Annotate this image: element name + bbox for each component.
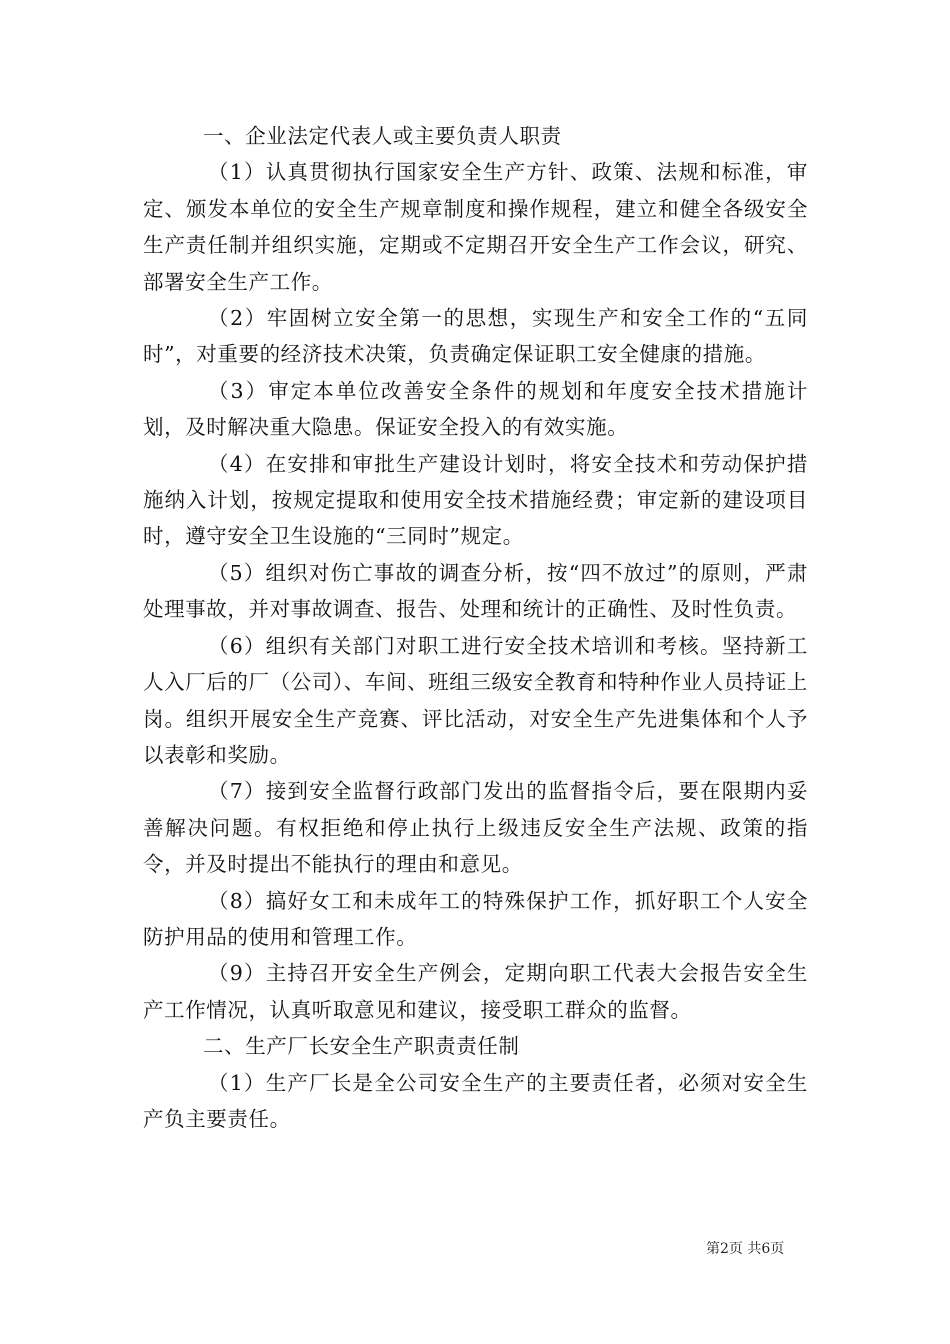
section-heading-2: 二、生产厂长安全生产职责责任制 bbox=[203, 1034, 520, 1059]
paragraph-item-5: （5）组织对伤亡事故的调查分析，按“四不放过”的原则，严肃处理事故，并对事故调查、报告、处理和统计的正确性、及时性负责。 bbox=[143, 560, 808, 622]
paragraph-item-6: （6）组织有关部门对职工进行安全技术培训和考核。坚持新工人入厂后的厂（公司）、车间、班组三级安全教育和特种作业人员持证上岗。组织开展安全生产竞赛、评比活动，对安全生产先进集体和个人予以表彰和奖励。 bbox=[143, 633, 808, 767]
document-body bbox=[143, 118, 808, 1137]
paragraph-item-4: （4）在安排和审批生产建设计划时，将安全技术和劳动保护措施纳入计划，按规定提取和使用安全技术措施经费；审定新的建设项目时，遵守安全卫生设施的“三同时”规定。 bbox=[143, 451, 808, 549]
paragraph-item-1: （1）认真贯彻执行国家安全生产方针、政策、法规和标准，审定、颁发本单位的安全生产规章制度和操作规程，建立和健全各级安全生产责任制并组织实施，定期或不定期召开安全生产工作会议，研究、部署安全生产工作。 bbox=[143, 160, 808, 294]
section-heading-1: 一、企业法定代表人或主要负责人职责 bbox=[203, 124, 562, 148]
page-number-footer: 第2页 共6页 bbox=[706, 1241, 785, 1257]
paragraph-item-10: （1）生产厂长是全公司安全生产的主要责任者，必须对安全生产负主要责任。 bbox=[143, 1070, 808, 1131]
paragraph-item-7: （7）接到安全监督行政部门发出的监督指令后，要在限期内妥善解决问题。有权拒绝和停止执行上级违反安全生产法规、政策的指令，并及时提出不能执行的理由和意见。 bbox=[143, 779, 808, 877]
paragraph-item-2: （2）牢固树立安全第一的思想，实现生产和安全工作的“五同时”，对重要的经济技术决策，负责确定保证职工安全健康的措施。 bbox=[143, 306, 808, 367]
paragraph-item-3: （3）审定本单位改善安全条件的规划和年度安全技术措施计划，及时解决重大隐患。保证安全投入的有效实施。 bbox=[143, 378, 808, 440]
paragraph-item-8: （8）搞好女工和未成年工的特殊保护工作，抓好职工个人安全防护用品的使用和管理工作。 bbox=[143, 888, 808, 949]
paragraph-item-9: （9）主持召开安全生产例会，定期向职工代表大会报告安全生产工作情况，认真听取意见和建议，接受职工群众的监督。 bbox=[143, 961, 808, 1022]
